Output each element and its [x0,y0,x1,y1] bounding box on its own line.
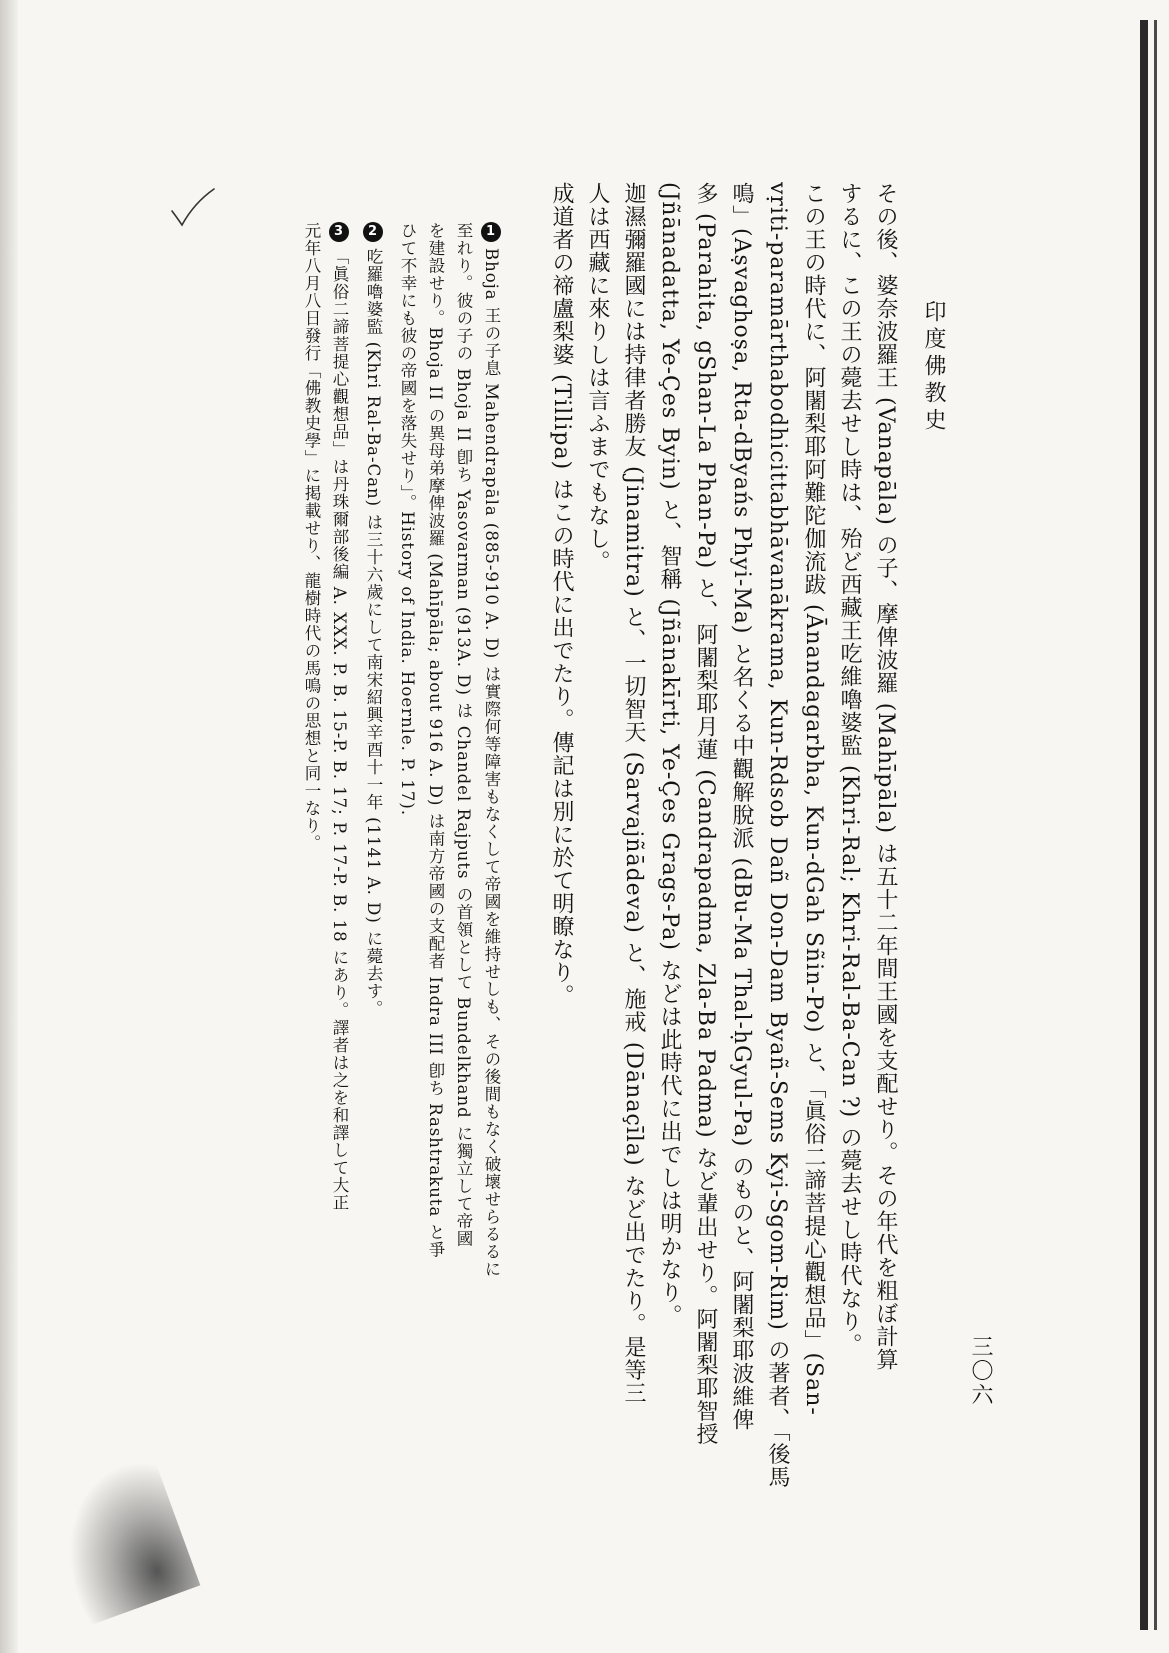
note-line [360,222,386,1018]
note-3-line-2: 元年八月八日發行「佛教史學」に掲載せり、龍樹時代の馬鳴の思想と同一なり。 [302,222,321,852]
note-marker-2: 2 [363,222,383,242]
note-line [326,222,352,1211]
scan-left-edge [0,0,18,1653]
main-text-line: その後、婆奈波羅王 (Vanapāla) の子、摩俾波羅 (Mahīpāla) は五十二年間王國を支配せり。その年代を粗ぼ計算 [873,182,898,1372]
main-text-line: 鳴」(Aṣvaghoṣa, Rta-dByańs Phyi-Ma) と名くる中觀解脫派 (dBu-Ma Thal-ḥGyul-Pa) のものと、阿闍梨耶波維俾 [729,182,754,1432]
note-1-line-2: 至れり。彼の子の Bhoja II 卽ち Yasovarman (913A. D) は Chandel Rajputs の首領として Bundelkhand に獨立して帝國 [454,222,473,1248]
note-1-line-3: を建設せり。Bhoja II の異母弟摩俾波羅 (Mahīpāla; about 916 A. D) は南方帝國の支配者 Indra III 卽ち Rashtrakuta と爭 [426,222,445,1259]
main-text-line: 迦濕彌羅國には持律者勝友 (Jinamitra) と、一切智天 (Sarvajñādeva) と、施戒 (Dānaçīla) など出でたり。是等三 [621,182,646,1405]
main-text-line: 成道者の禘盧梨婆 (Tillipa) はこの時代に出でたり。傳記は別に於て明瞭なり。 [549,182,574,1008]
note-3-line-1: 「眞俗二諦菩提心觀想品」は丹珠爾部後編 A. XXX. P. B. 15-P. B. 17; P. 17-P. B. 18 にあり。譯者は之を和譯して大正 [330,248,349,1212]
note-marker-1: 1 [481,222,501,242]
main-text-line: (Jñānadatta, Ye-Çes Byin) と、智稱 (Jñānakīrti, Ye-Çes Grags-Pa) などは此時代に出でしは明かなり。 [657,182,682,1327]
note-1-line-4: ひて不幸にも彼の帝國を落失せり」。History of India. Hoernle. P. 17). [398,222,417,817]
main-text-line: この王の時代に、阿闍梨耶阿難陀伽流跋 (Ānandagarbha, Kun-dGah Sñin-Po) と、「眞俗二諦菩提心觀想品」(San- [801,182,826,1416]
page-number: 三〇六 [968,1335,993,1407]
note-2-line-1: 吃羅嚕婆監 (Khri Ral-Ba-Can) は三十六歲にして南宋紹興辛酉十一年 (1141 A. D) に薨去す。 [364,248,383,1018]
handwritten-check-mark [168,185,218,230]
main-text-line: するに、この王の薨去せし時は、殆ど西藏王吃維嚕婆監 (Khri-Ral; Khri-Ral-Ba-Can ?) の薨去せし時代なり。 [837,182,862,1357]
main-text-line: 多 (Parahita, gShan-La Phan-Pa) と、阿闍梨耶月蓮 (Candrapadma, Zla-Ba Padma) など輩出せり。阿闍梨耶智授 [693,182,718,1446]
scan-right-binding-line [1154,20,1157,1630]
scan-right-binding-edge [1140,20,1148,1630]
scan-corner-smudge [40,1454,201,1627]
running-title: 印度佛教史 [921,300,946,435]
note-marker-3: 3 [329,222,349,242]
main-text-line: vṛiti-paramārthabodhicittabhāvanākrama, Kun-Rdsob Dañ Don-Dam Byañ-Sems Kyi-Sgom-Rim) の著者、「後馬 [765,182,790,1489]
note-line [478,222,504,1278]
note-1-line-1: Bhoja 王の子息 Mahendrapāla (885-910 A. D) は實際何等障害もなくして帝國を維持せしも、その後間もなく破壞せらるるに [482,248,501,1278]
main-text-line: 人は西藏に來りしは言ふまでもなし。 [585,182,610,573]
